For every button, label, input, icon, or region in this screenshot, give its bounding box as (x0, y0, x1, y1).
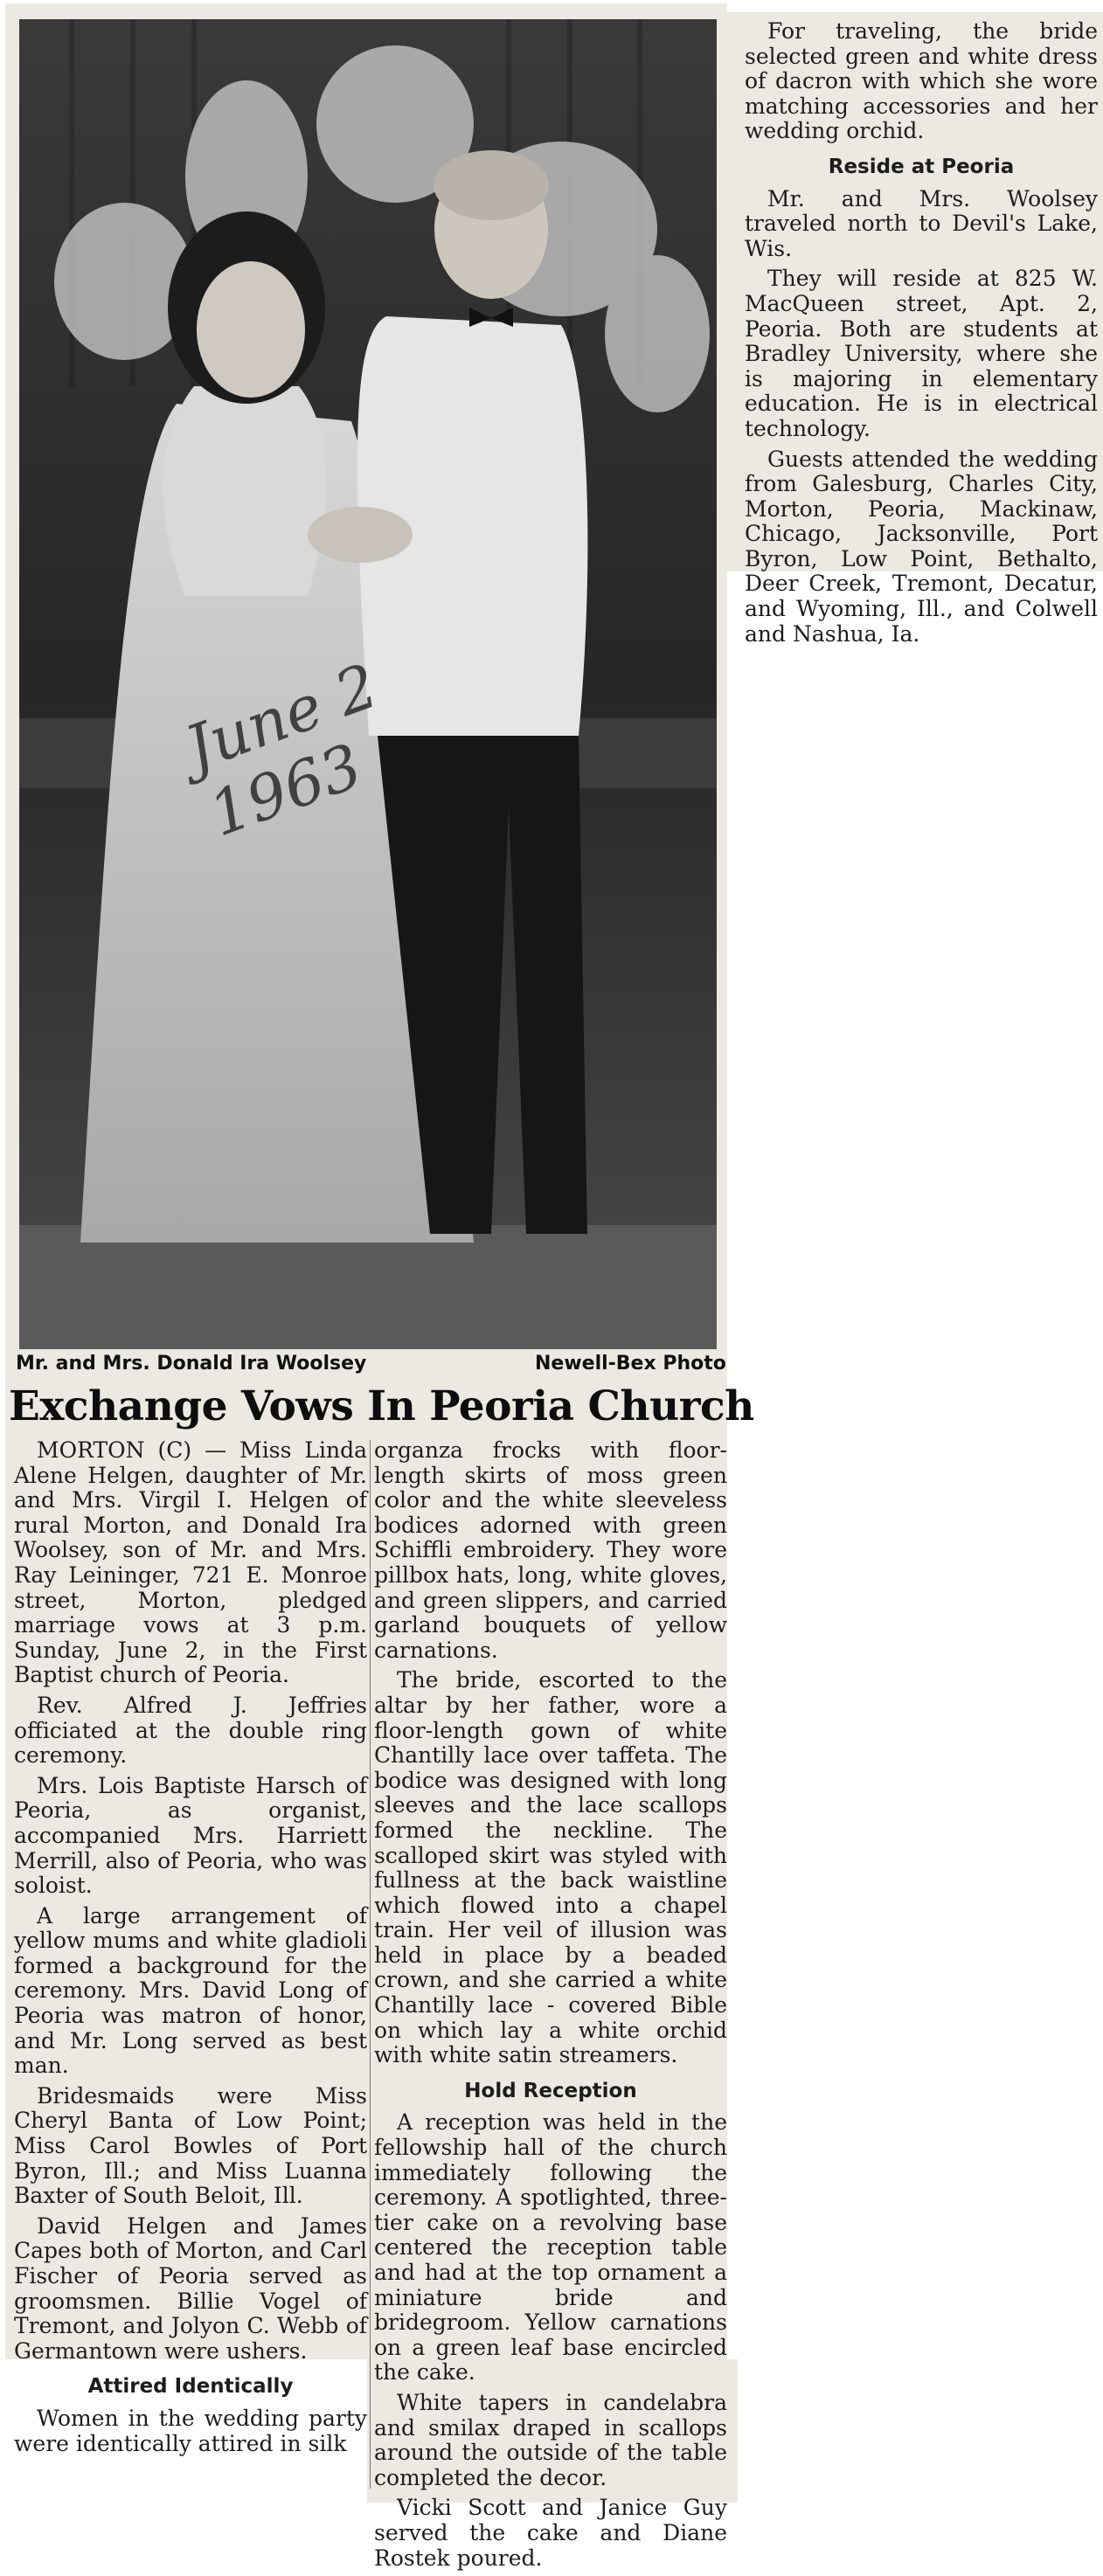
column-divider (370, 1440, 371, 2489)
subhead-attired-identically: Attired Identically (87, 2375, 294, 2399)
article-column-left (14, 1438, 367, 2462)
paragraph-organist: Mrs. Lois Baptiste Harsch of Peoria, as organist, accompanied Mrs. Harriett Merrill, also of Peoria, who was soloist. (14, 1772, 367, 1899)
paragraph-intro: MORTON (C) — Miss Linda Alene Helgen, daughter of Mr. and Mrs. Virgil I. Helgen of rural Morton, and Donald Ira Woolsey, son of Mr. and Mrs. Ray Leininger, 721 E. Monroe street, Morton, pledged marriage vows at 3 p.m. Sunday, June 2, in the First Baptist church of Peoria. (14, 1437, 367, 1688)
paragraph-cake-servers: Vicki Scott and Janice Guy served the cake and Diane Rostek poured. (374, 2495, 727, 2571)
handwritten-date-note: June 2 1963 (176, 649, 387, 851)
wedding-photo (19, 19, 717, 1349)
photo-credit: Newell-Bex Photo (535, 1353, 726, 1375)
article-column-top-right (745, 19, 1098, 652)
paragraph-traveled-north: Mr. and Mrs. Woolsey traveled north to Devil's Lake, Wis. (745, 185, 1098, 261)
paragraph-reception: A reception was held in the fellowship hall of the church immediately following the ceremony. A spotlighted, three-tier cake on a revolving base centered the reception table and had at the top ornament a miniature bride and bridegroom. Yellow carnations on a green leaf base encircled the cake. (374, 2109, 727, 2386)
paragraph-guests: Guests attended the wedding from Galesburg, Charles City, Morton, Peoria, Mackinaw, Chicago, Jacksonville, Port Byron, Low Point, Bethalto, Deer Creek, Tremont, Decatur, and Wyoming, Ill., and Colwell and Nashua, Ia. (745, 446, 1098, 647)
paragraph-wedding-party: Women in the wedding party were identically attired in silk (14, 2405, 367, 2456)
subhead-reside-at-peoria: Reside at Peoria (828, 155, 1015, 178)
article-column-middle (374, 1438, 727, 2576)
article-headline: Exchange Vows In Peoria Church (9, 1382, 754, 1430)
paragraph-bride-gown: The bride, escorted to the altar by her father, wore a floor-length gown of white Chantilly lace over taffeta. The bodice was designed with long sleeves and the lace scallops formed the neckline. The scalloped skirt was styled with fullness at the back waistline which flowed into a chapel train. Her veil of illusion was held in place by a beaded crown, and she carried a white Chantilly lace - covered Bible on which lay a white orchid with white satin streamers. (374, 1667, 727, 2068)
paragraph-officiate: Rev. Alfred J. Jeffries officiated at the double ring ceremony. (14, 1692, 367, 1769)
photo-caption: Mr. and Mrs. Donald Ira Woolsey (16, 1353, 367, 1375)
subhead-hold-reception: Hold Reception (464, 2079, 637, 2102)
paragraph-bridesmaids: Bridesmaids were Miss Cheryl Banta of Low Point; Miss Carol Bowles of Port Byron, Ill.; and Miss Luanna Baxter of South Beloit, Ill. (14, 2082, 367, 2209)
paragraph-groomsmen: David Helgen and James Capes both of Morton, and Carl Fischer of Peoria served as groomsmen. Billie Vogel of Tremont, and Jolyon C. Webb of Germantown were ushers. (14, 2212, 367, 2364)
paragraph-tapers: White tapers in candelabra and smilax draped in scallops around the outside of the table completed the decor. (374, 2389, 727, 2490)
paragraph-frocks: organza frocks with floor-length skirts of moss green color and the white sleeveless bodices adorned with green Schiffli embroidery. They wore pillbox hats, long, white gloves, and green slippers, and carried garland bouquets of yellow carnations. (374, 1437, 727, 1663)
paragraph-residence: They will reside at 825 W. MacQueen street, Apt. 2, Peoria. Both are students at Bradley University, where she is majoring in elementary education. He is in electrical technology. (745, 266, 1098, 441)
paragraph-arrangement: A large arrangement of yellow mums and white gladioli formed a background for the ceremony. Mrs. David Long of Peoria was matron of honor, and Mr. Long served as best man. (14, 1902, 367, 2079)
paragraph-traveling-dress: For traveling, the bride selected green and white dress of dacron with which she wore matching accessories and her wedding orchid. (745, 18, 1098, 144)
